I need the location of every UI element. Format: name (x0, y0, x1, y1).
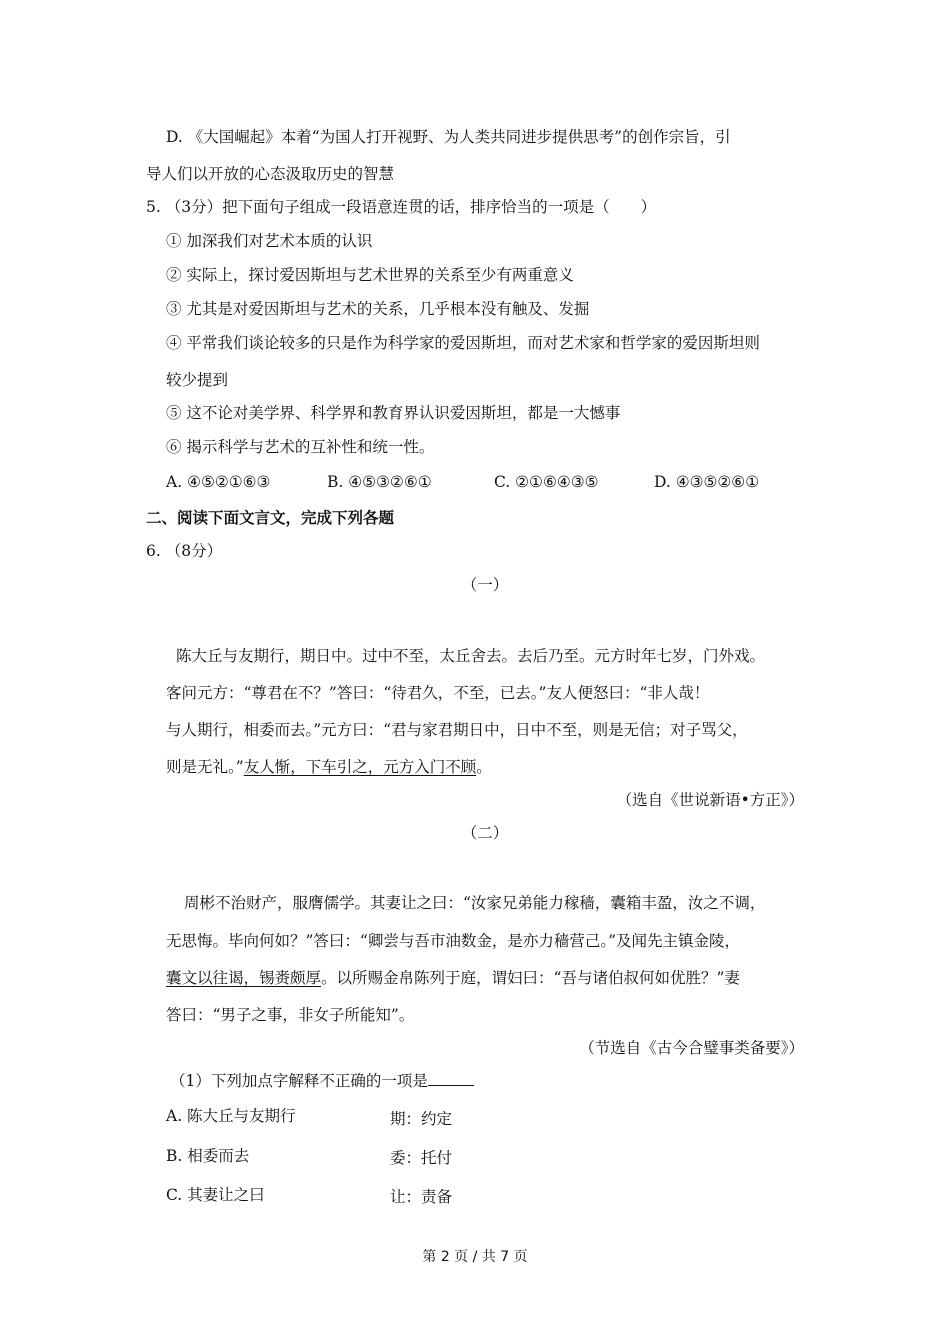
q4-option-d-line2: 导人们以开放的心态汲取历史的智慧 (146, 165, 395, 183)
q5-option-b[interactable]: B. ④⑤③②⑥① (327, 473, 432, 491)
q5-item-2: ② 实际上，探讨爱因斯坦与艺术世界的关系至少有两重意义 (166, 266, 574, 284)
passage-2-line-2: 无思悔。毕向何如？”答曰：“卿尝与吾市油数金，是亦力穑营己。”及闻先主镇金陵， (166, 932, 741, 950)
q5-item-1: ① 加深我们对艺术本质的认识 (166, 232, 373, 250)
passage-2-line-4: 答曰：“男子之事，非女子所能知”。 (166, 1006, 415, 1024)
q6-sub1-option-a[interactable]: A. 陈大丘与友期行 (166, 1107, 296, 1125)
q5-option-a[interactable]: A. ④⑤②①⑥③ (166, 473, 271, 491)
q6-stem: 6. （8分） (146, 542, 223, 560)
q6-sub1-option-b[interactable]: B. 相委而去 (166, 1147, 250, 1165)
passage-1-line-4-post: 。 (476, 758, 492, 776)
passage-2-line-3-post: 。以所赐金帛陈列于庭，谓妇曰：“吾与诸伯叔何如优胜？”妻 (321, 969, 740, 987)
q5-item-3: ③ 尤其是对爱因斯坦与艺术的关系，几乎根本没有触及、发掘 (166, 300, 590, 318)
passage-2-heading: （二） (461, 824, 509, 842)
q6-sub1-option-c[interactable]: C. 其妻让之曰 (166, 1186, 265, 1204)
passage-1-source: （选自《世说新语•方正》） (616, 791, 804, 809)
passage-1-line-1: 陈大丘与友期行，期日中。过中不至，太丘舍去。去后乃至。元方时年七岁，门外戏。 (176, 647, 766, 665)
passage-1-line-4 (166, 757, 492, 777)
passage-2-underlined-sentence: 囊文以往谒，锡赉颇厚 (166, 969, 322, 987)
q5-item-6: ⑥ 揭示科学与艺术的互补性和统一性。 (166, 438, 435, 456)
passage-1-line-3: 与人期行，相委而去。”元方曰：“君与家君期日中，日中不至，则是无信；对子骂父， (166, 721, 748, 739)
answer-blank[interactable] (428, 1071, 474, 1086)
q5-item-4: ④ 平常我们谈论较多的只是作为科学家的爱因斯坦，而对艺术家和哲学家的爱因斯坦则 (166, 334, 760, 352)
passage-1-underlined-sentence: 友人惭，下车引之，元方入门不顾 (243, 758, 477, 776)
q6-sub1-option-a-gloss: 期：约定 (390, 1110, 453, 1128)
q6-sub1-stem (170, 1071, 474, 1091)
q6-sub1-stem-text: （1）下列加点字解释不正确的一项是 (170, 1072, 428, 1090)
passage-1-line-2: 客问元方：“尊君在不？”答曰：“待君久，不至，已去。”友人便怒曰：“非人哉！ (166, 684, 710, 702)
q4-option-d-line1: D. 《大国崛起》本着“为国人打开视野、为人类共同进步提供思考”的创作宗旨，引 (166, 128, 731, 146)
section-2-title: 二、阅读下面文言文，完成下列各题 (146, 509, 395, 527)
q5-item-4-cont: 较少提到 (166, 371, 229, 389)
passage-1-heading: （一） (461, 576, 509, 594)
passage-2-line-3 (166, 968, 740, 988)
q6-sub1-option-c-gloss: 让：责备 (390, 1188, 453, 1206)
q5-item-5: ⑤ 这不论对美学界、科学界和教育界认识爱因斯坦，都是一大憾事 (166, 404, 621, 422)
passage-2-line-1: 周彬不治财产，服膺儒学。其妻让之曰：“汝家兄弟能力稼穑，囊箱丰盈，汝之不调， (184, 894, 766, 912)
q6-sub1-option-b-gloss: 委：托付 (390, 1149, 453, 1167)
passage-2-source: （节选自《古今合璧事类备要》） (579, 1039, 804, 1057)
passage-1-line-4-pre: 则是无礼。” (166, 758, 244, 776)
q5-option-c[interactable]: C. ②①⑥④③⑤ (494, 473, 599, 491)
q5-stem: 5. （3分）把下面句子组成一段语意连贯的话，排序恰当的一项是（ ） (146, 198, 657, 216)
q5-option-d[interactable]: D. ④③⑤②⑥① (654, 473, 760, 491)
page-footer: 第 2 页 / 共 7 页 (422, 1249, 528, 1265)
